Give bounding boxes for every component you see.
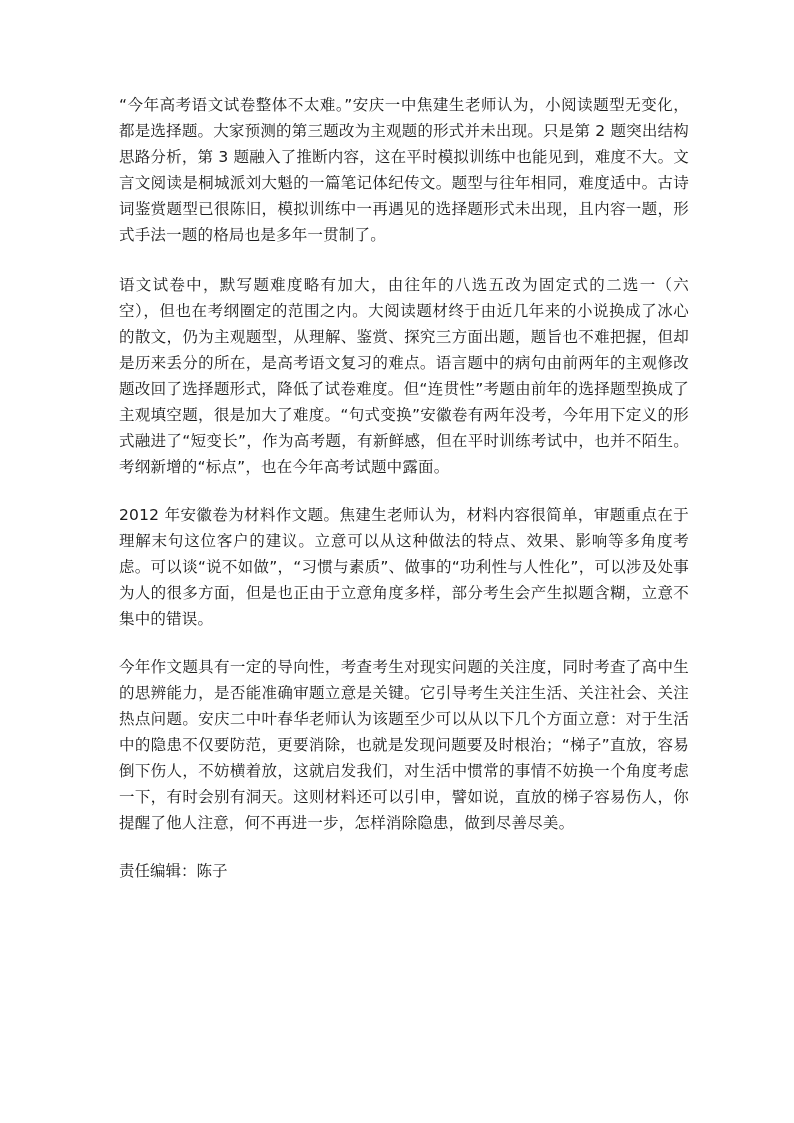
responsible-editor: 责任编辑：陈子 [119, 862, 228, 880]
paragraph-language-section: 语文试卷中，默写题难度略有加大，由往年的八选五改为固定式的二选一（六空），但也在考纲圈定的范围之内。大阅读题材终于由近几年来的小说换成了冰心的散文，仍为主观题型，从理解、鉴赏、探究三方面出题，题旨也不难把握，但却是历来丢分的所在，是高考语文复习的难点。语言题中的病句由前两年的主观修改题改回了选择题形式，降低了试卷难度。但“连贯性”考题由前年的选择题型换成了主观填空题，很是加大了难度。“句式变换”安徽卷有两年没考，今年用下定义的形式融进了“短变长”，作为高考题，有新鲜感，但在平时训练考试中，也并不陌生。考纲新增的“标点”，也在今年高考试题中露面。 [119, 276, 689, 476]
paragraph-essay-analysis: 今年作文题具有一定的导向性，考查考生对现实问题的关注度，同时考查了高中生的思辨能力，是否能准确审题立意是关键。它引导考生关注生活、关注社会、关注热点问题。安庆二中叶春华老师认为该题至少可以从以下几个方面立意：对于生活中的隐患不仅要防范，更要消除，也就是发现问题要及时根治；“梯子”直放，容易倒下伤人，不妨横着放，这就启发我们，对生活中惯常的事情不妨换一个角度考虑一下，有时会别有洞天。这则材料还可以引申，譬如说，直放的梯子容易伤人，你提醒了他人注意，何不再进一步，怎样消除隐患，做到尽善尽美。 [119, 658, 689, 832]
article-body [119, 92, 689, 884]
paragraph-essay-topic: 2012 年安徽卷为材料作文题。焦建生老师认为，材料内容很简单，审题重点在于理解末句这位客户的建议。立意可以从这种做法的特点、效果、影响等多角度考虑。可以谈“说不如做”，“习惯与素质”、做事的“功利性与人性化”，可以涉及处事为人的很多方面，但是也正由于立意角度多样，部分考生会产生拟题含糊，立意不集中的错误。 [119, 506, 689, 628]
paragraph-reading-section: “今年高考语文试卷整体不太难。”安庆一中焦建生老师认为，小阅读题型无变化，都是选择题。大家预测的第三题改为主观题的形式并未出现。只是第 2 题突出结构思路分析，第 3 题融入了推断内容，这在平时模拟训练中也能见到，难度不大。文言文阅读是桐城派刘大魁的一篇笔记体纪传文。题型与往年相同，难度适中。古诗词鉴赏题型已很陈旧，模拟训练中一再遇见的选择题形式未出现，且内容一题，形式手法一题的格局也是多年一贯制了。 [119, 96, 689, 244]
